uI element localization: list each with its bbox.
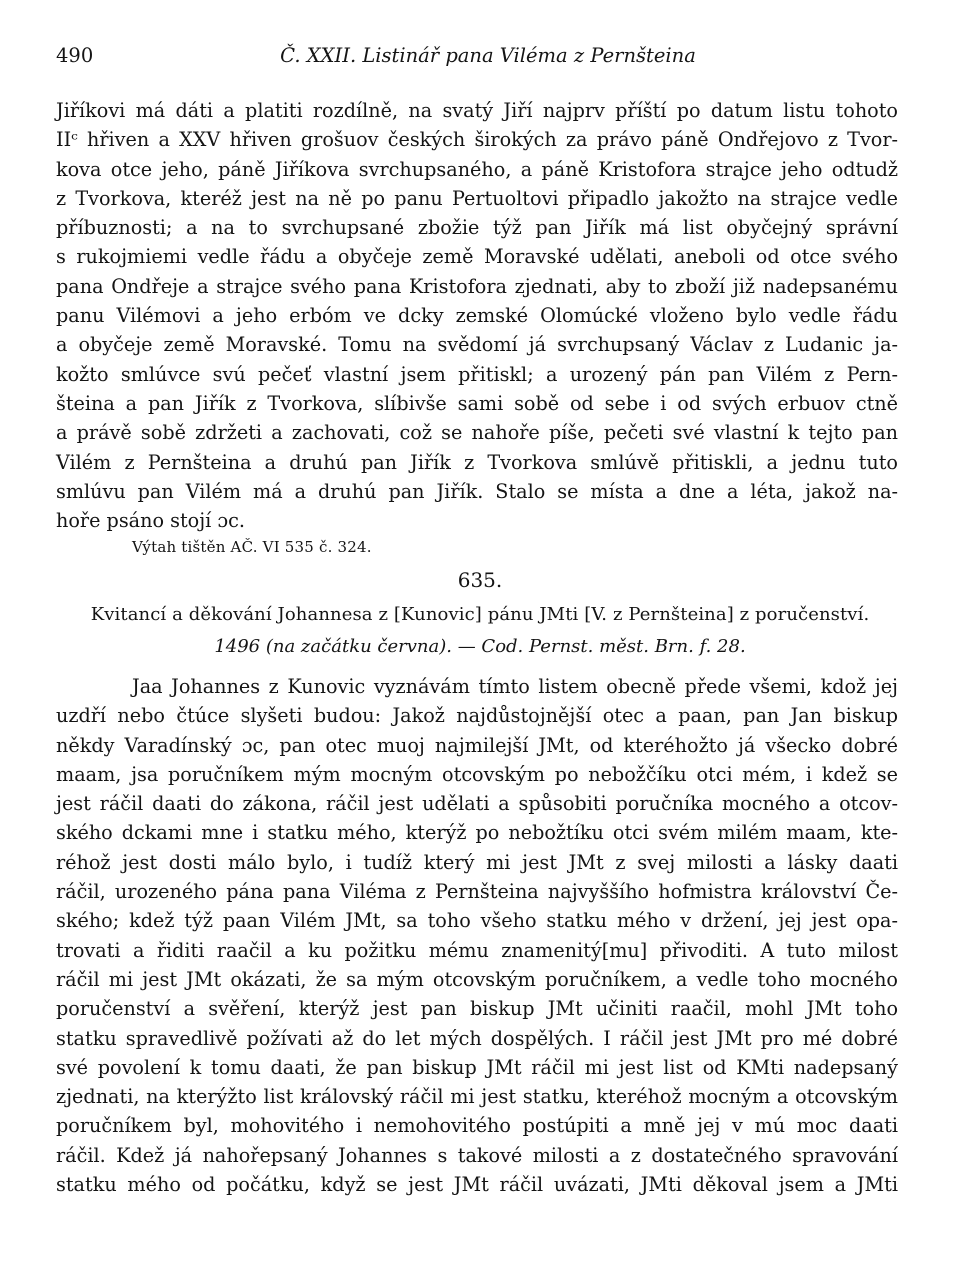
text-line: příbuznosti; a na to svrchupsané zbožie týž pan Jiřík má list obyčejný správní xyxy=(56,216,898,240)
text-line: kožto smlúvce svú pečeť vlastní jsem přitiskl; a urozený pán pan Vilém z Pern- xyxy=(56,362,898,386)
text-line: ského; kdež týž paan Vilém JMt, sa toho všeho statku mého v držení, jej jest opa- xyxy=(56,909,898,933)
text-line: zjednati, na kterýžto list královský ráčil mi jest statku, kteréhož mocným a otcovským xyxy=(56,1085,898,1109)
text-line: z Tvorkova, kteréž jest na ně po panu Pertuoltovi připadlo jakožto na strajce vedle xyxy=(56,186,898,210)
text-line: ráčil mi jest JMt okázati, že sa mým otcovským poručníkem, a vedle toho mocného xyxy=(56,967,898,991)
document-date-source: 1496 (na začátku června). — Cod. Pernst. měst. Brn. f. 28. xyxy=(214,636,746,657)
text-line: šteina a pan Jiřík z Tvorkova, slíbivše sami sobě od sebe i od svých erbuov ctně xyxy=(56,391,898,415)
text-line: a právě sobě zdržeti a zachovati, což se nahoře píše, pečeti své vlastní k tejto pan xyxy=(56,421,898,445)
text-line: uzdří nebo čtúce slyšeti budou: Jakož najdůstojnější otec a paan, pan Jan biskup xyxy=(56,704,898,728)
text-line: s rukojmiemi vedle řádu a obyčeje země Moravské udělati, aneboli od otce svého xyxy=(56,245,898,269)
text-line: někdy Varadínský ɔc, pan otec muoj najmilejší JMt, od kteréhožto já všecko dobré xyxy=(56,733,898,757)
text-line: smlúvu pan Vilém má a druhú pan Jiřík. Stalo se místa a dne a léta, jakož na- xyxy=(56,479,898,503)
text-line: a obyčeje země Moravské. Tomu na svědomí já svrchupsaný Václav z Ludanic ja- xyxy=(56,333,898,357)
text-line: kova otce jeho, páně Jiříkova svrchupsaného, a páně Kristofora strajce jeho odtudž xyxy=(56,157,898,181)
text-line: ráčil, urozeného pána pana Viléma z Pernšteina najvyššího hofmistra království Če- xyxy=(56,880,898,904)
text-line: ráčil. Kdež já nahořepsaný Johannes s takové milosti a z dostatečného spravování xyxy=(56,1143,898,1167)
text-line: Jaa Johannes z Kunovic vyznávám tímto listem obecně přede všemi, kdož jej xyxy=(132,675,898,698)
text-line: Vilém z Pernšteina a druhú pan Jiřík z Tvorkova smlúvě přitiskli, a jednu tuto xyxy=(56,450,898,474)
source-note: Výtah tištěn AČ. VI 535 č. 324. xyxy=(132,538,372,556)
document-number: 635. xyxy=(457,568,503,592)
text-line: poručníkem byl, mohovitého i nemohovitého postúpiti a mně jej v mú moc daati xyxy=(56,1114,898,1138)
document-summary: Kvitancí a děkování Johannesa z [Kunovic] pánu JMti [V. z Pernšteina] z poručenství. xyxy=(90,604,870,625)
text-line: své povolení k tomu daati, že pan biskup JMt ráčil mi jest list od KMti nadepsaný xyxy=(56,1055,898,1079)
document-635-text xyxy=(56,672,898,1199)
text-line: statku spravedlivě požívati až do let mých dospělých. I ráčil jest JMt pro mé dobré xyxy=(56,1026,898,1050)
text-line: Jiříkovi má dáti a platiti rozdílně, na svatý Jiří najprv příští po datum listu tohoto xyxy=(56,99,898,122)
text-line: hoře psáno stojí ɔc. xyxy=(56,509,245,533)
text-line: poručenství a svěření, kterýž jest pan biskup JMt učiniti raačil, mohl JMt toho xyxy=(56,997,898,1021)
text-line: IIᶜ hřiven a XXV hřiven grošuov českých širokých za právo páně Ondřejovo z Tvor- xyxy=(56,128,898,152)
text-line: statku mého od počátku, když se jest JMt ráčil uvázati, JMti děkoval jsem a JMti xyxy=(56,1173,898,1197)
text-line: maam, jsa poručníkem mým mocným otcovským po nebožčíku otci mém, i kdež se xyxy=(56,762,898,786)
document-634-text-continuation xyxy=(56,96,898,535)
page-number: 490 xyxy=(56,44,94,67)
text-line: panu Vilémovi a jeho erbóm ve dcky zemské Olomúcké vloženo bylo vedle řádu xyxy=(56,304,898,328)
text-line: trovati a řiditi raačil a ku požitku mému znamenitý[mu] přivoditi. A tuto milost xyxy=(56,938,898,962)
text-line: ského dckami mne i statku mého, kterýž po nebožtíku otci svém milém maam, kte- xyxy=(56,821,898,845)
running-head: Č. XXII. Listinář pana Viléma z Pernšteina xyxy=(280,44,696,67)
text-line: jest ráčil daati do zákona, ráčil jest udělati a spůsobiti poručníka mocného a otcov- xyxy=(56,792,898,816)
text-line: réhož jest dosti málo bylo, i tudíž který mi jest JMt z svej milosti a lásky daati xyxy=(56,850,898,874)
text-line: pana Ondřeje a strajce svého pana Kristofora zjednati, aby to zboží již nadepsanému xyxy=(56,274,898,298)
page-header xyxy=(56,44,920,78)
